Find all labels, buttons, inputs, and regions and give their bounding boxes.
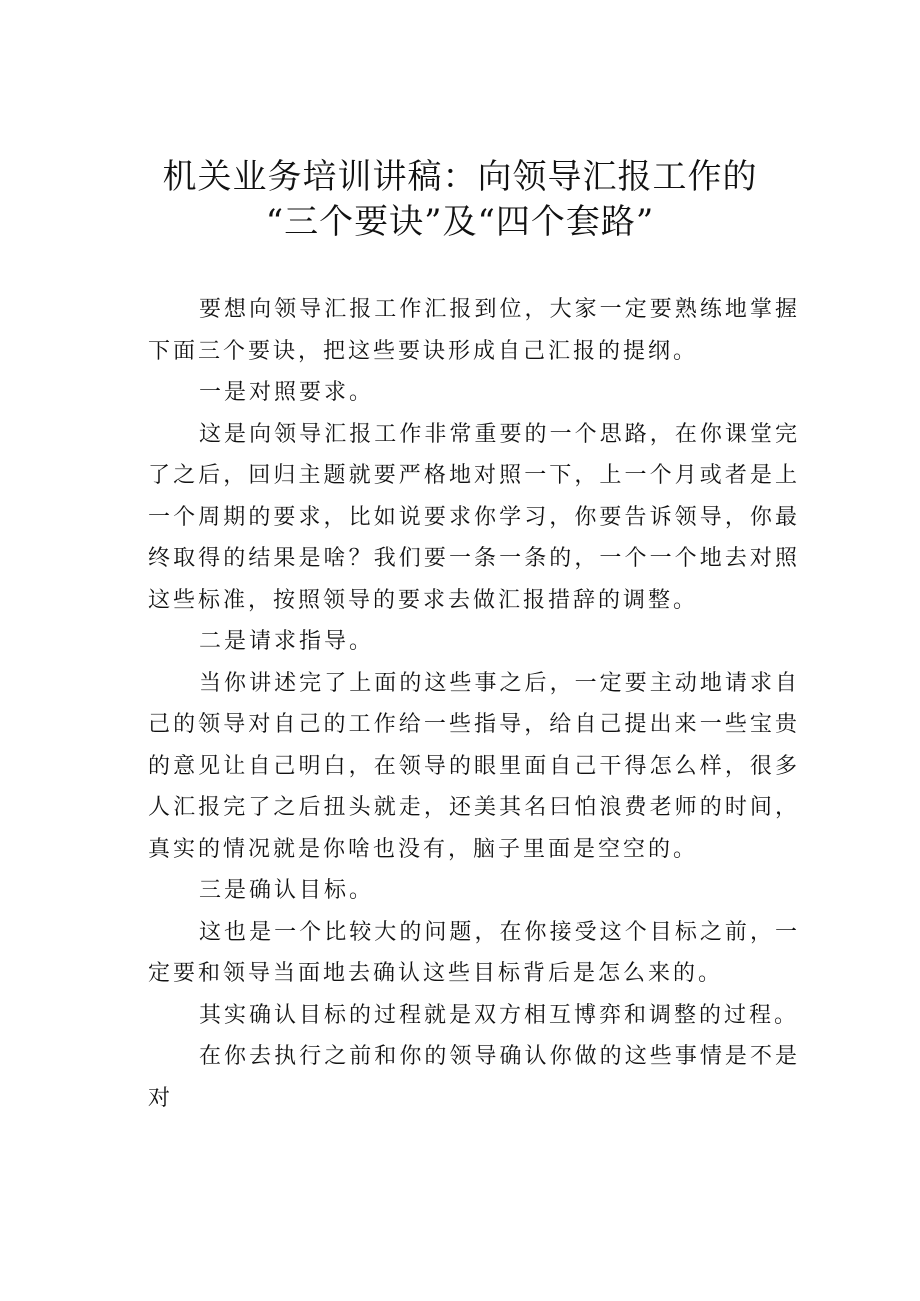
document-body bbox=[148, 289, 800, 1119]
paragraph-point-1: 这是向领导汇报工作非常重要的一个思路，在你课堂完了之后，回归主题就要严格地对照一下，上一个月或者是上一个周期的要求，比如说要求你学习，你要告诉领导，你最终取得的结果是啥？我们要一条一条的，一个一个地去对照这些标准，按照领导的要求去做汇报措辞的调整。 bbox=[148, 421, 800, 613]
heading-point-1: 一是对照要求。 bbox=[199, 380, 375, 405]
heading-point-2: 二是请求指导。 bbox=[199, 629, 375, 654]
title-line-2: “三个要诀”及“四个套路” bbox=[265, 202, 655, 242]
paragraph-point-3-detail: 其实确认目标的过程就是双方相互博弈和调整的过程。 bbox=[199, 1002, 800, 1028]
paragraph-point-3-continued: 在你去执行之前和你的领导确认你做的这些事情是不是对 bbox=[148, 1044, 800, 1111]
paragraph-intro: 要想向领导汇报工作汇报到位，大家一定要熟练地掌握下面三个要诀，把这些要诀形成自己汇报的提纲。 bbox=[148, 297, 800, 364]
paragraph-point-2: 当你讲述完了上面的这些事之后，一定要主动地请求自己的领导对自己的工作给一些指导，给自己提出来一些宝贵的意见让自己明白，在领导的眼里面自己干得怎么样，很多人汇报完了之后扭头就走，还美其名曰怕浪费老师的时间，真实的情况就是你啥也没有，脑子里面是空空的。 bbox=[148, 670, 800, 862]
paragraph-point-3: 这也是一个比较大的问题，在你接受这个目标之前，一定要和领导当面地去确认这些目标背后是怎么来的。 bbox=[148, 919, 800, 986]
heading-point-3: 三是确认目标。 bbox=[199, 878, 375, 903]
title-line-1: 机关业务培训讲稿：向领导汇报工作的 bbox=[162, 157, 758, 197]
document-title bbox=[120, 155, 800, 245]
